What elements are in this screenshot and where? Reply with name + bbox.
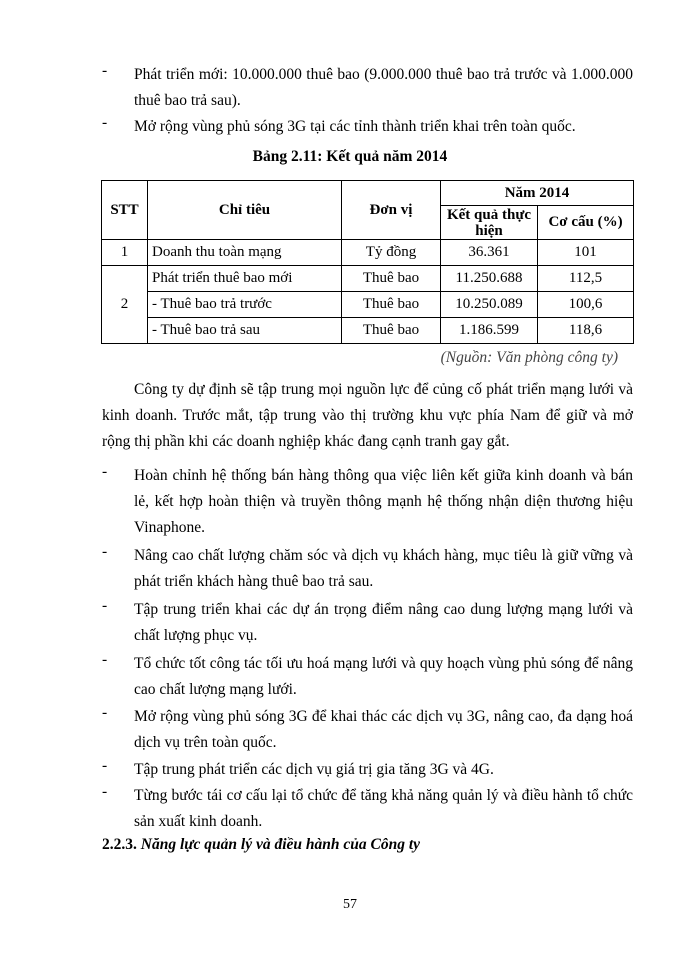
header-don-vi: Đơn vị	[342, 181, 441, 240]
cell-ket-qua: 11.250.688	[441, 266, 538, 292]
cell-chi-tieu: Doanh thu toàn mạng	[148, 240, 342, 266]
cell-co-cau: 101	[538, 240, 634, 266]
bullet-text: Tập trung phát triển các dịch vụ giá trị gia tăng 3G và 4G.	[134, 761, 494, 778]
bullet-dash: -	[102, 704, 108, 721]
bullet-dash: -	[102, 757, 108, 774]
bullet-dash: -	[102, 783, 108, 800]
section-number: 2.2.3.	[102, 836, 137, 853]
cell-ket-qua: 10.250.089	[441, 292, 538, 318]
table-row	[102, 240, 634, 266]
bullet-dash: -	[102, 463, 108, 480]
cell-co-cau: 100,6	[538, 292, 634, 318]
cell-stt: 2	[102, 266, 148, 344]
bullet-dash: -	[102, 114, 108, 131]
cell-co-cau: 118,6	[538, 318, 634, 344]
bullet-dash: -	[102, 62, 108, 79]
table-row	[102, 266, 634, 292]
section-heading	[102, 836, 420, 854]
table-caption: Bảng 2.11: Kết quả năm 2014	[252, 148, 448, 165]
body-paragraph: Công ty dự định sẽ tập trung mọi nguồn lực để củng cố phát triển mạng lưới và kinh doanh. Trước mắt, tập trung vào thị trường khu vực phía Nam để giữ và mở rộng thị phần khi các doanh nghiệp khác đang cạnh tranh gay gắt.	[102, 381, 633, 450]
bullet-text: Hoàn chỉnh hệ thống bán hàng thông qua việc liên kết giữa kinh doanh và bán lẻ, kết hợp hoàn thiện và truyền thông mạnh hệ thống nhận diện thương hiệu Vinaphone.	[134, 467, 633, 536]
header-year: Năm 2014	[441, 181, 634, 206]
bullet-text: Mở rộng vùng phủ sóng 3G để khai thác các dịch vụ 3G, nâng cao, đa dạng hoá dịch vụ trên toàn quốc.	[134, 708, 633, 751]
header-co-cau: Cơ cấu (%)	[538, 206, 634, 240]
bullet-text: Tập trung triển khai các dự án trọng điểm nâng cao dung lượng mạng lưới và chất lượng phục vụ.	[134, 601, 633, 644]
bullet-dash: -	[102, 543, 108, 560]
cell-don-vi: Thuê bao	[342, 318, 441, 344]
cell-don-vi: Thuê bao	[342, 266, 441, 292]
table-source: (Nguồn: Văn phòng công ty)	[440, 349, 618, 366]
bullet-dash: -	[102, 597, 108, 614]
bullet-text: Phát triển mới: 10.000.000 thuê bao (9.000.000 thuê bao trả trước và 1.000.000 thuê bao trả sau).	[134, 66, 633, 109]
header-chi-tieu: Chỉ tiêu	[148, 181, 342, 240]
header-stt: STT	[102, 181, 148, 240]
table-row	[102, 318, 634, 344]
bullet-text: Tổ chức tốt công tác tối ưu hoá mạng lưới và quy hoạch vùng phủ sóng để nâng cao chất lượng mạng lưới.	[134, 655, 633, 698]
cell-ket-qua: 36.361	[441, 240, 538, 266]
bullet-dash: -	[102, 651, 108, 668]
header-ket-qua: Kết quả thực hiện	[441, 206, 538, 240]
cell-don-vi: Tỷ đồng	[342, 240, 441, 266]
cell-chi-tieu: - Thuê bao trả trước	[148, 292, 342, 318]
cell-don-vi: Thuê bao	[342, 292, 441, 318]
bullet-text: Từng bước tái cơ cấu lại tổ chức để tăng khả năng quản lý và điều hành tổ chức sản xuất kinh doanh.	[134, 787, 633, 830]
cell-stt: 1	[102, 240, 148, 266]
page-number: 57	[343, 897, 357, 912]
table-row	[102, 292, 634, 318]
cell-chi-tieu: - Thuê bao trả sau	[148, 318, 342, 344]
results-table	[101, 180, 634, 344]
cell-ket-qua: 1.186.599	[441, 318, 538, 344]
bullet-text: Nâng cao chất lượng chăm sóc và dịch vụ khách hàng, mục tiêu là giữ vững và phát triển khách hàng thuê bao trả sau.	[134, 547, 633, 590]
bullet-text: Mở rộng vùng phủ sóng 3G tại các tỉnh thành triển khai trên toàn quốc.	[134, 118, 576, 135]
cell-co-cau: 112,5	[538, 266, 634, 292]
cell-chi-tieu: Phát triển thuê bao mới	[148, 266, 342, 292]
section-title: Năng lực quản lý và điều hành của Công ty	[140, 836, 421, 853]
